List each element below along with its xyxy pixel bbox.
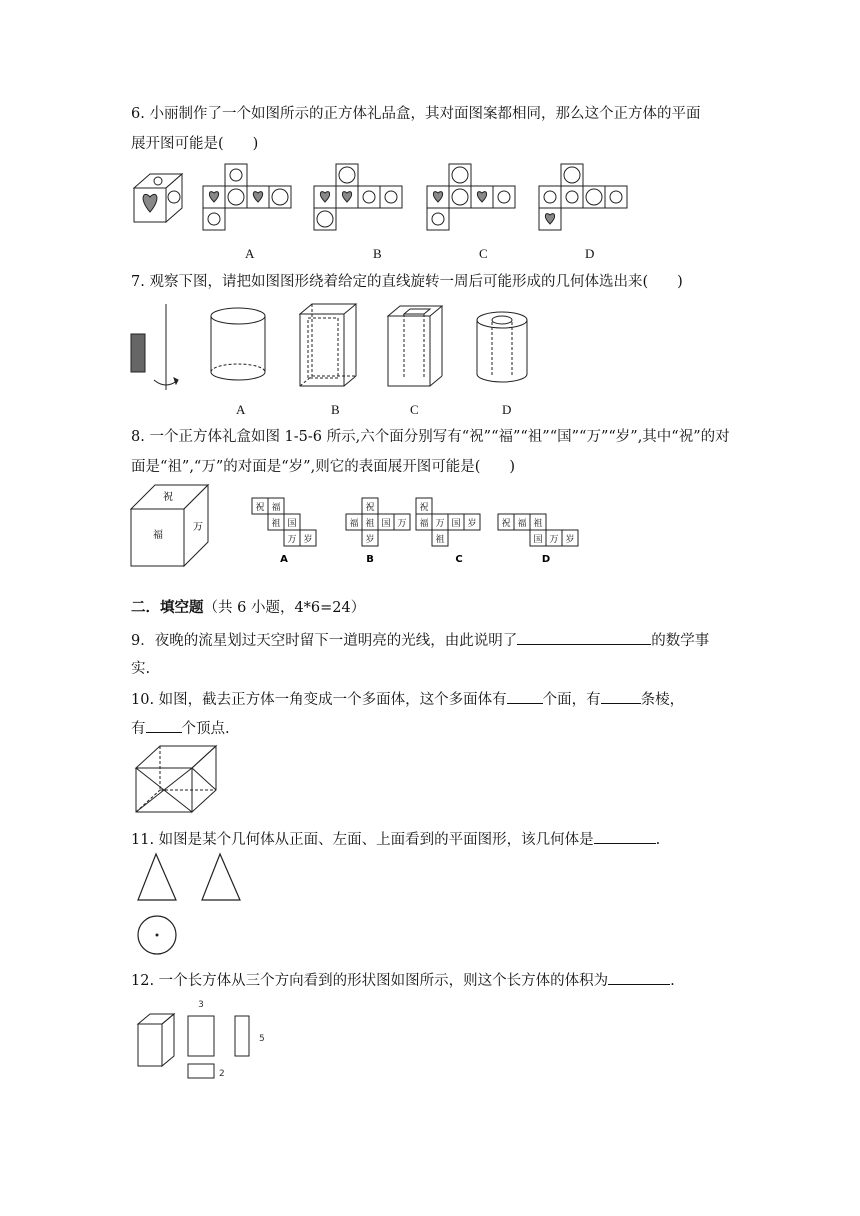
q7-option-d: D [502, 402, 512, 417]
q7-option-c: C [410, 402, 419, 417]
q6-net-d [539, 164, 627, 230]
section2-heading [131, 598, 365, 618]
q6-figure [128, 160, 648, 244]
q10-edges-blank[interactable] [601, 689, 641, 704]
q8-net-d [498, 514, 578, 546]
q8-net-b-cell: 祖 [365, 519, 375, 529]
q8-net-a-cell: 国 [287, 519, 297, 529]
q9-line1 [131, 630, 709, 651]
q7-figure [128, 298, 548, 398]
q8-net-b-cell: 国 [381, 519, 391, 529]
q8-option-b: B [366, 554, 374, 565]
q8-net-c [416, 498, 480, 546]
q10-text-e: 个顶点. [181, 721, 230, 737]
q12-dim-top: 3 [198, 1000, 204, 1010]
q12-line1 [131, 970, 675, 991]
q9-text-b: 的数学事 [651, 633, 710, 649]
q11-text-b: . [655, 832, 661, 848]
q6-net-b [314, 164, 402, 230]
q7-line1: 7. 观察下图，请把如图图形绕着给定的直线旋转一周后可能形成的几何体选出来( ) [131, 274, 683, 290]
q8-net-d-cell: 福 [517, 519, 527, 529]
q8-net-b-cell: 福 [349, 519, 359, 529]
q8-line2: 面是“祖”,“万”的对面是“岁”,则它的表面展开图可能是( ) [131, 459, 516, 475]
section2-note: （共 6 小题，4*6=24） [203, 600, 366, 616]
q6-line1: 6. 小丽制作了一个如图所示的正方体礼品盒，其对面图案都相同，那么这个正方体的平面 [131, 106, 701, 122]
q9-line2: 实. [131, 661, 151, 677]
q6-option-a: A [245, 246, 255, 261]
q8-net-c-cell: 万 [435, 519, 445, 529]
q8-net-d-cell: 祖 [533, 519, 543, 529]
q8-net-a-cell: 福 [271, 503, 281, 513]
q7-option-b: B [331, 402, 340, 417]
q8-cube-side: 万 [193, 522, 203, 533]
q10-faces-blank[interactable] [507, 689, 543, 704]
q11-top-view-center-dot [156, 934, 159, 937]
q11-text-a: 11. 如图是某个几何体从正面、左面、上面看到的平面图形，该几何体是 [131, 832, 594, 848]
q8-net-c-cell: 福 [419, 519, 429, 529]
q6-option-d: D [585, 246, 595, 261]
q8-net-d-cell: 岁 [565, 535, 575, 545]
q10-text-b: 个面，有 [542, 692, 601, 708]
q12-views-figure [134, 996, 274, 1082]
q12-text-b: . [670, 973, 675, 989]
q12-dim-bottom: 2 [219, 1069, 225, 1079]
q8-net-a-cell: 祖 [271, 519, 281, 529]
q11-views-figure [134, 852, 254, 956]
q9-text-a: 9．夜晚的流星划过天空时留下一道明亮的光线，由此说明了 [131, 633, 518, 649]
q8-option-a: A [280, 554, 288, 565]
section2-title: 二．填空题 [131, 599, 204, 616]
q8-line1: 8. 一个正方体礼盒如图 1-5-6 所示,六个面分别写有“祝”“福”“祖”“国”“万”“岁”,其中“祝”的对 [131, 429, 730, 445]
q6-cube [134, 174, 182, 222]
q8-option-d: D [541, 554, 551, 565]
q8-net-d-cell: 万 [549, 535, 559, 545]
q11-front-view-triangle [138, 854, 176, 900]
q8-net-b-cell: 岁 [365, 535, 375, 545]
q8-net-a-cell: 祝 [255, 503, 265, 513]
q6-option-c: C [479, 246, 488, 261]
q8-net-b-cell: 祝 [365, 503, 375, 513]
q7-option-d-hollow-cylinder [477, 312, 527, 382]
q7-option-c-box [388, 306, 442, 386]
q12-top-view [188, 1064, 214, 1078]
q12-front-view [188, 1016, 214, 1056]
q8-figure [128, 482, 588, 570]
q12-text-a: 12. 一个长方体从三个方向看到的形状图如图所示，则这个长方体的体积为 [131, 973, 609, 989]
q8-net-c-cell: 国 [451, 519, 461, 529]
q8-net-a-cell: 岁 [303, 535, 313, 545]
q7-option-b-box [300, 304, 356, 386]
q8-net-b-cell: 万 [397, 519, 407, 529]
q8-net-a [252, 498, 316, 546]
q8-net-d-cell: 祝 [501, 519, 511, 529]
q7-rectangle-with-axis [131, 304, 178, 390]
q8-net-c-cell: 祝 [419, 503, 429, 513]
q6-option-b: B [373, 246, 382, 261]
q8-net-c-cell: 岁 [467, 519, 477, 529]
q10-text-c: 条棱， [640, 692, 685, 708]
q8-option-c: C [455, 554, 463, 565]
q8-net-b [346, 498, 410, 546]
q8-net-a-cell: 万 [287, 535, 297, 545]
q10-cut-cube-figure [134, 742, 220, 816]
q6-net-c [427, 164, 515, 230]
q12-dim-side: 5 [259, 1034, 265, 1044]
q8-net-c-cell: 祖 [435, 535, 445, 545]
q11-left-view-triangle [202, 854, 240, 900]
q10-line2 [131, 718, 230, 739]
q7-option-a: A [236, 402, 246, 417]
q6-line2: 展开图可能是( ) [131, 136, 259, 152]
q8-cube-front: 福 [153, 530, 163, 541]
q8-cube-top: 祝 [163, 492, 173, 503]
q10-text-a: 10. 如图，截去正方体一角变成一个多面体，这个多面体有 [131, 692, 507, 708]
q10-text-d: 有 [131, 721, 146, 737]
q12-blank[interactable] [608, 970, 670, 985]
q11-line1 [131, 829, 660, 850]
q10-vertices-blank[interactable] [146, 718, 182, 733]
q8-net-d-cell: 国 [533, 535, 543, 545]
q9-blank[interactable] [517, 630, 651, 645]
q6-net-a [203, 164, 291, 230]
q7-option-a-cylinder [211, 308, 265, 380]
q11-blank[interactable] [594, 829, 656, 844]
q10-line1 [131, 689, 684, 710]
q12-side-view [235, 1016, 249, 1056]
